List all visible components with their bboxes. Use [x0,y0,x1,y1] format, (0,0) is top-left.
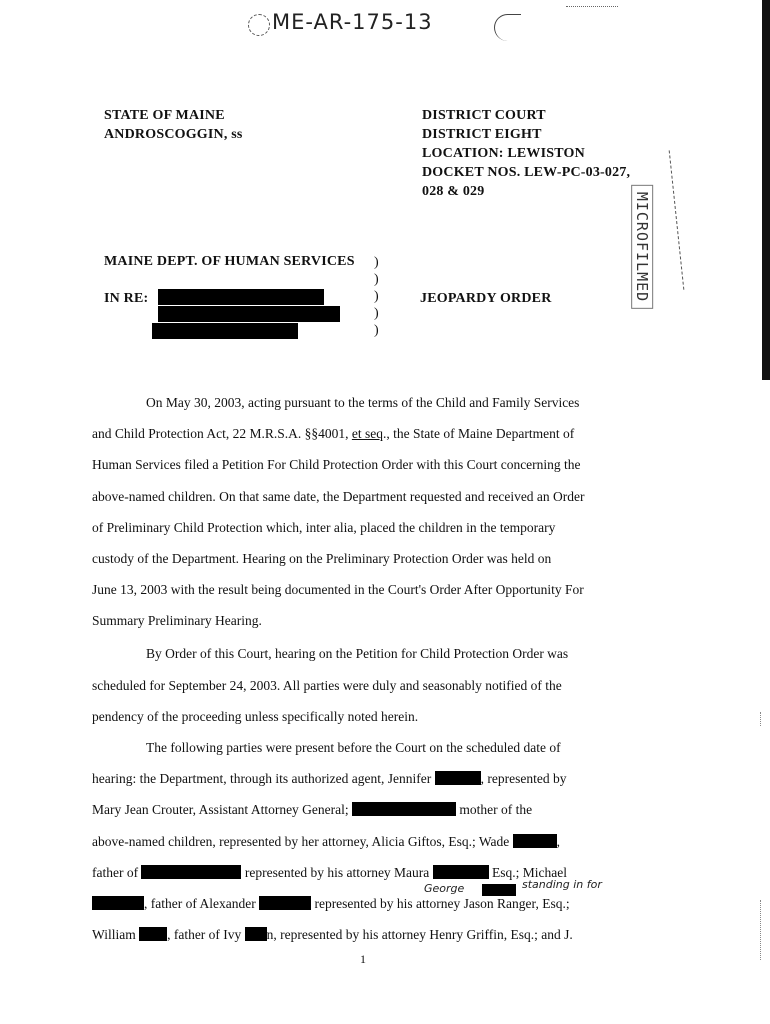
redaction [352,802,456,816]
location: LOCATION: LEWISTON [422,146,585,161]
para3-line: William , father of Ivy n, represented by his attorney Henry Griffin, Esq.; and J. [92,927,573,942]
microfilmed-stamp: MICROFILMED [624,182,660,312]
para1-line: custody of the Department. Hearing on the Preliminary Protection Order was held on [92,551,552,566]
state-name: STATE OF MAINE [104,108,225,123]
district-name: DISTRICT EIGHT [422,127,542,142]
caption-parentheses: ) ) ) ) ) [374,255,379,338]
para1-line: June 13, 2003 with the result being documented in the Court's Order After Opportunity For [92,582,584,597]
para2-line: scheduled for September 24, 2003. All parties were duly and seasonably notified of the [92,678,562,693]
para3-line: The following parties were present before the Court on the scheduled date of [146,740,561,755]
para3-line: father of represented by his attorney Maura Esq.; Michael [92,865,568,880]
header-right [422,106,630,201]
page-number: 1 [360,952,366,966]
stamp-margin-line [669,150,686,289]
redaction [139,927,167,941]
para3-line: Mary Jean Crouter, Assistant Attorney General; mother of the [92,802,533,817]
handwritten-note-standing: standing in for [522,878,602,891]
para1-line: of Preliminary Child Protection which, inter alia, placed the children in the temporary [92,520,556,535]
redaction [92,896,144,910]
handwritten-docket-reference: ME-AR-175-13 [272,10,433,34]
redaction [141,865,241,879]
redaction [158,289,324,305]
para3-line: , father of Alexander represented by his attorney Jason Ranger, Esq.; [92,896,570,912]
para1-line: above-named children. On that same date, the Department requested and received an Order [92,489,585,504]
para1-line: and Child Protection Act, 22 M.R.S.A. §§4001, et seq., the State of Maine Department of [92,426,575,441]
handwritten-note-george: George [424,882,465,895]
caption-title: JEOPARDY ORDER [420,291,552,306]
redaction [513,834,557,848]
redaction [433,865,489,879]
para3-line: above-named children, represented by her attorney, Alicia Giftos, Esq.; Wade , [92,834,561,849]
stamp-mark [248,14,270,36]
para1-line: Human Services filed a Petition For Child Protection Order with this Court concerning the [92,457,581,472]
redaction [245,927,267,941]
header-left [104,106,243,144]
county-name: ANDROSCOGGIN, ss [104,127,243,142]
caption-in-re: IN RE: [104,291,149,306]
court-name: DISTRICT COURT [422,108,546,123]
scan-mark [760,900,763,960]
scan-mark-top [566,6,618,7]
scan-edge [762,0,770,380]
docket-line-1: DOCKET NOS. LEW-PC-03-027, [422,165,631,180]
para2-line: By Order of this Court, hearing on the Petition for Child Protection Order was [146,646,569,661]
redaction [152,323,298,339]
redaction [259,896,311,910]
redaction [435,771,481,785]
para3-line: hearing: the Department, through its authorized agent, Jennifer , represented by [92,771,567,786]
redaction [482,884,516,896]
scan-mark [494,14,521,41]
caption-party: MAINE DEPT. OF HUMAN SERVICES [104,254,355,269]
para1-line: Summary Preliminary Hearing. [92,613,262,628]
scan-mark [760,712,763,726]
redaction [158,306,340,322]
para2-line: pendency of the proceeding unless specifically noted herein. [92,709,419,724]
docket-line-2: 028 & 029 [422,184,485,199]
para1-line: On May 30, 2003, acting pursuant to the terms of the Child and Family Services [146,395,580,410]
